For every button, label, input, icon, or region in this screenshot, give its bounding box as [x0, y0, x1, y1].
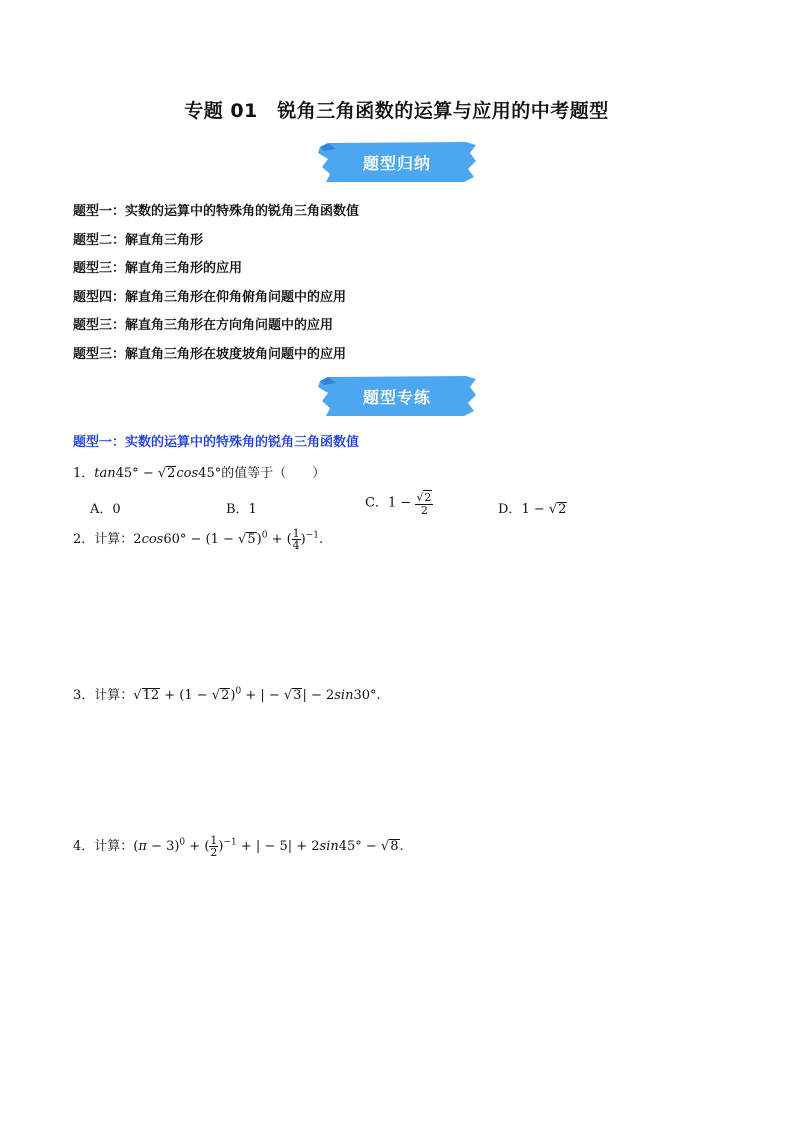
option-b: B．1: [226, 502, 257, 517]
option-label: C．: [365, 495, 388, 511]
question-prefix: 计算：: [94, 532, 134, 547]
question-number: 1．: [73, 466, 95, 481]
question-prefix: 计算：: [94, 688, 134, 703]
banner-label: 题型归纳: [362, 154, 431, 173]
page-title: 专题 01 锐角三角函数的运算与应用的中考题型: [184, 100, 609, 122]
question-number: 4．: [73, 839, 95, 854]
summary-item-2: 题型二：解直角三角形: [73, 233, 204, 248]
summary-item-3: 题型三：解直角三角形的应用: [73, 261, 243, 276]
question-formula: $2\cos 60^\circ - (1 - √5)^0$ + ( $\frac{1}{4}$ )$^{-1}$.: [133, 527, 324, 552]
question-1: [73, 462, 325, 481]
question-formula: $(\pi - 3)^0$ + ( $\frac{1}{2}$ )$^{-1}$ + | − 5| + 2sin45° − √8.: [133, 834, 404, 859]
question-prefix: 计算：: [94, 839, 134, 854]
option-a: A．0: [90, 502, 121, 517]
question-3: [73, 684, 381, 703]
option-label: D．: [498, 502, 522, 517]
question-formula: tan45° − √2cos45°: [94, 466, 222, 481]
question-2: [73, 528, 323, 551]
banner-practice: [316, 375, 478, 417]
summary-item-5: 题型三：解直角三角形在方向角问题中的应用: [73, 318, 334, 333]
question-text: 的值等于（ ）: [221, 466, 326, 481]
banner-type-summary: [316, 141, 478, 183]
question-formula: $√12 + (1 - √2)^0$ + | − √3| − 2sin30°.: [133, 686, 381, 703]
question-4: [73, 835, 404, 858]
question-number: 2．: [73, 532, 95, 547]
option-d: D．1 − √2: [498, 502, 567, 517]
banner-label: 题型专练: [362, 388, 431, 407]
option-c: C．1 − $\frac{√2}{2}$: [365, 491, 432, 517]
summary-item-6: 题型三：解直角三角形在坡度坡角问题中的应用: [73, 347, 347, 362]
section-heading: 题型一：实数的运算中的特殊角的锐角三角函数值: [73, 435, 360, 450]
summary-item-4: 题型四：解直角三角形在仰角俯角问题中的应用: [73, 290, 347, 305]
summary-item-1: 题型一：实数的运算中的特殊角的锐角三角函数值: [73, 204, 360, 219]
question-number: 3．: [73, 688, 95, 703]
